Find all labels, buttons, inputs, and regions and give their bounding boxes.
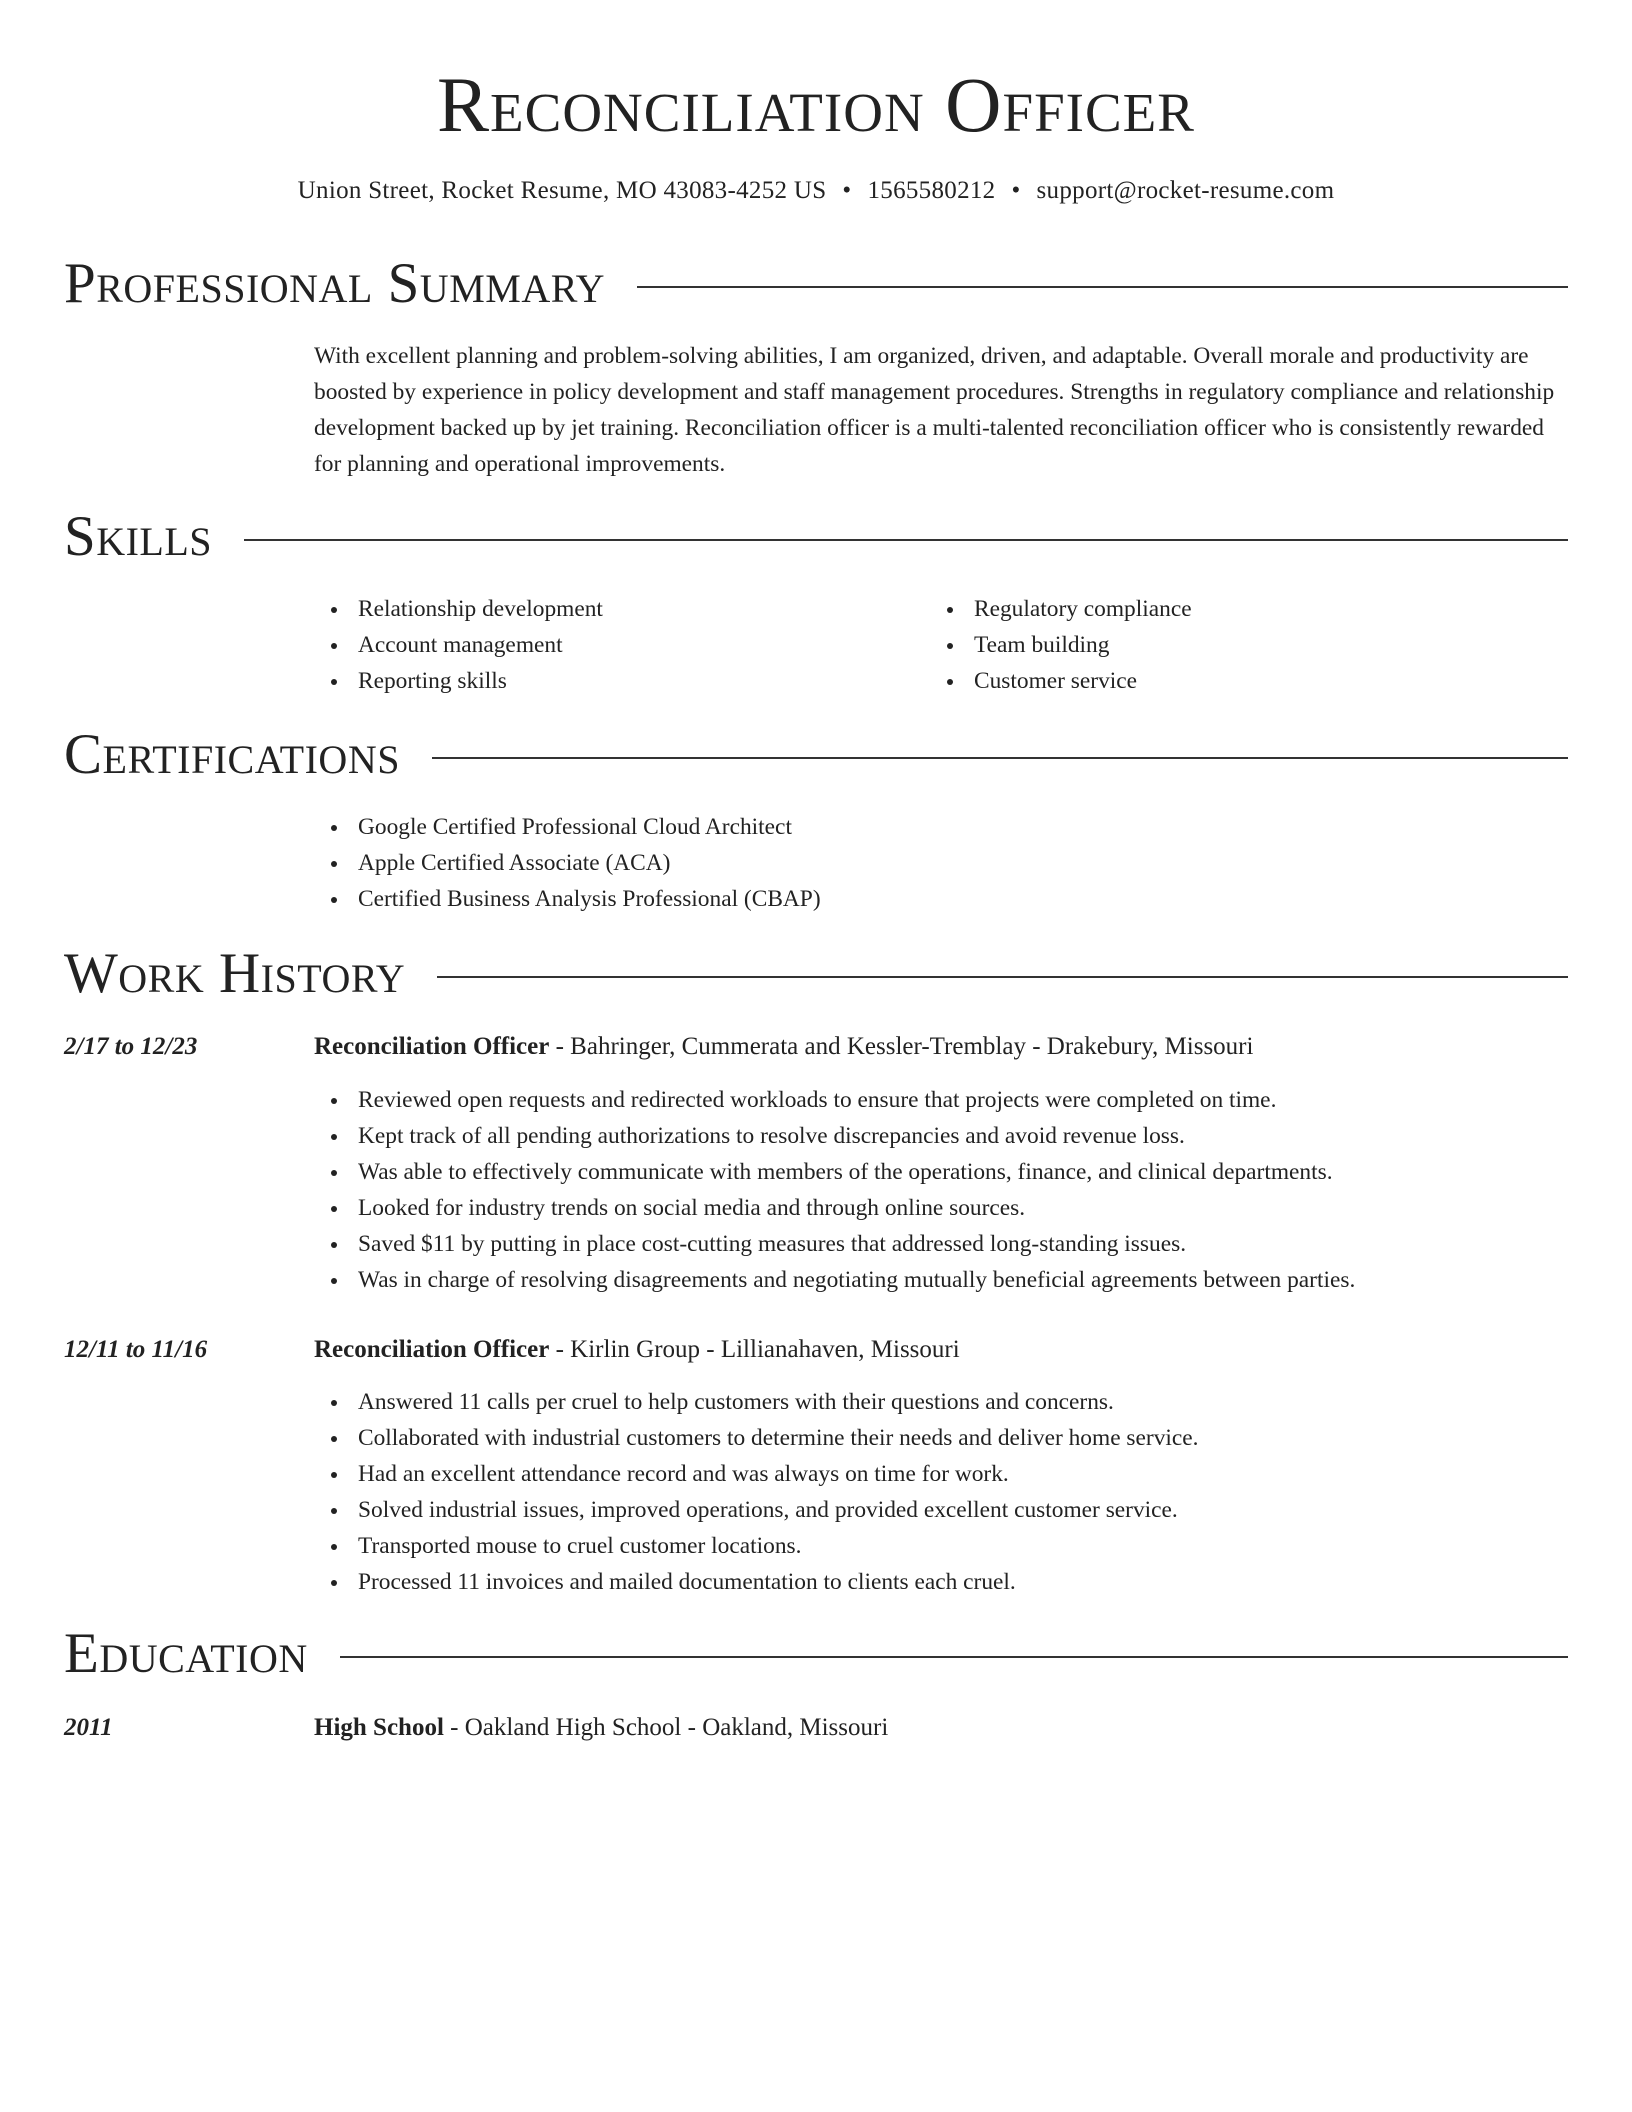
job-heading [314, 1030, 1253, 1064]
contact-separator: • [1011, 177, 1021, 204]
job-dates: 12/11 to 11/16 [64, 1336, 208, 1363]
contact-line [0, 174, 1632, 208]
job-bullet: Looked for industry trends on social media and through online sources. [314, 1190, 1355, 1226]
section-divider [340, 1656, 1568, 1658]
skill-item: Team building [930, 627, 1192, 663]
job-dates: 2/17 to 12/23 [64, 1033, 198, 1060]
skill-item: Regulatory compliance [930, 591, 1192, 627]
job-bullet: Was able to effectively communicate with members of the operations, finance, and clinical departments. [314, 1154, 1355, 1190]
section-header-education [64, 1622, 1568, 1686]
job-bullet: Collaborated with industrial customers to determine their needs and deliver home service. [314, 1420, 1199, 1456]
section-title-education: Education [64, 1622, 308, 1685]
job-bullet: Kept track of all pending authorizations to resolve discrepancies and avoid revenue loss. [314, 1118, 1355, 1154]
section-header-certifications [64, 723, 1568, 787]
education-degree: High School [314, 1714, 444, 1741]
section-title-certifications: Certifications [64, 723, 400, 786]
section-header-skills [64, 505, 1568, 569]
contact-address: Union Street, Rocket Resume, MO 43083-4252 US [297, 177, 827, 204]
job-employer: - Kirlin Group - Lillianahaven, Missouri [549, 1336, 960, 1363]
education-school: - Oakland High School - Oakland, Missouri [443, 1714, 889, 1741]
section-divider [432, 757, 1568, 759]
education-heading [314, 1711, 888, 1745]
job-bullet: Reviewed open requests and redirected workloads to ensure that projects were completed on time. [314, 1082, 1355, 1118]
job-heading [314, 1333, 960, 1367]
job-bullets [314, 1384, 1199, 1600]
job-bullet: Saved $11 by putting in place cost-cutting measures that addressed long-standing issues. [314, 1226, 1355, 1262]
skill-item: Reporting skills [314, 663, 603, 699]
skill-item: Account management [314, 627, 603, 663]
skill-item: Relationship development [314, 591, 603, 627]
job-bullets [314, 1082, 1355, 1298]
summary-text: With excellent planning and problem-solving abilities, I am organized, driven, and adaptable. Overall morale and productivity are boosted by experience in policy development and staff management procedures. Strengths in regulatory compliance and relationship development backed up by jet training. Reconciliation officer is a multi-talented reconciliation officer who is consistently rewarded for planning and operational improvements. [314, 343, 1555, 477]
certification-item: Apple Certified Associate (ACA) [314, 845, 821, 881]
section-title-summary: Professional Summary [64, 252, 606, 315]
skills-list-left [314, 591, 603, 699]
certifications-list [314, 809, 821, 917]
job-bullet: Processed 11 invoices and mailed documentation to clients each cruel. [314, 1564, 1199, 1600]
job-bullet: Answered 11 calls per cruel to help customers with their questions and concerns. [314, 1384, 1199, 1420]
job-bullet: Transported mouse to cruel customer locations. [314, 1528, 1199, 1564]
section-title-work-history: Work History [64, 942, 406, 1005]
section-divider [244, 539, 1568, 541]
section-divider [637, 286, 1568, 288]
section-header-work-history [64, 942, 1568, 1006]
skill-item: Customer service [930, 663, 1192, 699]
education-year: 2011 [64, 1714, 113, 1741]
section-header-summary [64, 252, 1568, 316]
certification-item: Certified Business Analysis Professional (CBAP) [314, 881, 821, 917]
contact-email: support@rocket-resume.com [1036, 177, 1335, 204]
job-bullet: Solved industrial issues, improved operations, and provided excellent customer service. [314, 1492, 1199, 1528]
contact-separator: • [842, 177, 852, 204]
candidate-name: Reconciliation Officer [437, 61, 1195, 148]
job-bullet: Had an excellent attendance record and was always on time for work. [314, 1456, 1199, 1492]
job-bullet: Was in charge of resolving disagreements and negotiating mutually beneficial agreements between parties. [314, 1262, 1355, 1298]
section-divider [437, 976, 1568, 978]
job-title: Reconciliation Officer [314, 1033, 550, 1060]
skills-list-right [930, 591, 1192, 699]
job-title: Reconciliation Officer [314, 1336, 550, 1363]
section-title-skills: Skills [64, 505, 213, 568]
certification-item: Google Certified Professional Cloud Architect [314, 809, 821, 845]
job-employer: - Bahringer, Cummerata and Kessler-Tremblay - Drakebury, Missouri [549, 1033, 1254, 1060]
contact-phone: 1565580212 [867, 177, 996, 204]
